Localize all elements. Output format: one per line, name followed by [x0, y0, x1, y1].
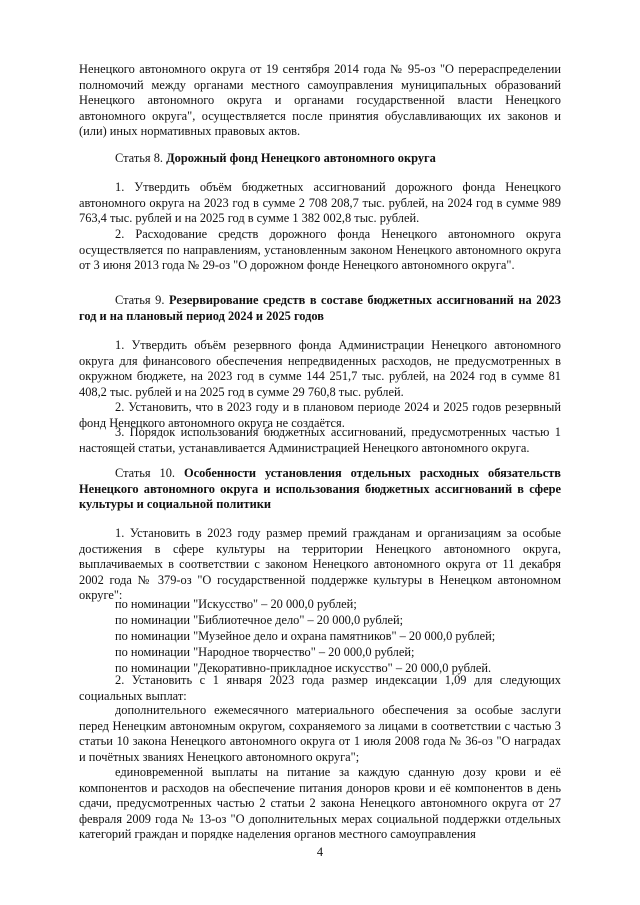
article-9-paragraph-2: 2. Установить, что в 2023 году и в плановом периоде 2024 и 2025 годов резервный фонд Ненецкого автономного округа не создаётся. — [79, 400, 561, 430]
article-10-heading — [79, 466, 561, 513]
article-8-title: Дорожный фонд Ненецкого автономного округа — [166, 151, 436, 165]
article-10-paragraph-2: 2. Установить с 1 января 2023 года размер индексации 1,09 для следующих социальных выплат: — [79, 673, 561, 703]
page-number: 4 — [316, 845, 324, 859]
article-10-paragraph-1: 1. Установить в 2023 году размер премий гражданам и организациям за особые достижения в сфере культуры на территории Ненецкого автономного округа, выплачиваемых в соответствии с законом Ненецкого автономного округа от 11 декабря 2002 года № 379-оз "О государственной поддержке культуры в Ненецком автономном округе": — [79, 526, 561, 603]
article-9-paragraph-1: 1. Утвердить объём резервного фонда Администрации Ненецкого автономного округа для финансового обеспечения непредвиденных расходов, не предусмотренных в окружном бюджете, на 2023 год в сумме 144 251,7 тыс. рублей, на 2024 год в сумме 81 408,2 тыс. рублей и на 2025 год в сумме 29 760,8 тыс. рублей. — [79, 338, 561, 399]
article-9-prefix: Статья 9. — [115, 293, 169, 307]
article-8-heading — [79, 151, 561, 167]
article-8-prefix: Статья 8. — [115, 151, 167, 165]
article-10-prefix: Статья 10. — [115, 466, 184, 480]
article-10-paragraph-3: дополнительного ежемесячного материального обеспечения за особые заслуги перед Ненецким автономным округом, сохраняемого за лицами в соответствии с частью 3 статьи 10 закона Ненецкого автономного округа от 1 июля 2008 года № 36-оз "О наградах и почётных званиях Ненецкого автономного округа"; — [79, 703, 561, 764]
nomination-item: по номинации "Искусство" – 20 000,0 рублей; — [115, 597, 357, 611]
article-9-title: Резервирование средств в составе бюджетных ассигнований на 2023 год и на плановый период 2024 и 2025 годов — [79, 293, 561, 323]
nomination-item: по номинации "Музейное дело и охрана памятников" – 20 000,0 рублей; — [115, 629, 496, 643]
intro-paragraph: Ненецкого автономного округа от 19 сентября 2014 года № 95-оз "О перераспределении полномочий между органами местного самоуправления муниципальных образований Ненецкого автономного округа и органами государственной власти Ненецкого автономного округа", осуществляется после принятия обуславливающих их законов и (или) иных нормативных правовых актов. — [79, 62, 561, 139]
article-9-heading — [79, 293, 561, 324]
article-10-paragraph-4: единовременной выплаты на питание за каждую сданную дозу крови и её компонентов и расходов на обеспечение питания доноров крови и её компонентов в день сдачи, предусмотренных частью 2 статьи 2 закона Ненецкого автономного округа от 27 февраля 2009 года № 13-оз "О дополнительных мерах социальной поддержки отдельных категорий граждан и порядке наделения органов местного самоуправления — [79, 765, 561, 842]
article-8-paragraph-2: 2. Расходование средств дорожного фонда Ненецкого автономного округа осуществляется по направлениям, установленным законом Ненецкого автономного округа от 3 июня 2013 года № 29-оз "О дорожном фонде Ненецкого автономного округа". — [79, 227, 561, 273]
article-8-paragraph-1: 1. Утвердить объём бюджетных ассигнований дорожного фонда Ненецкого автономного округа на 2023 год в сумме 2 708 208,7 тыс. рублей, на 2024 год в сумме 989 763,4 тыс. рублей и на 2025 год в сумме 1 382 002,8 тыс. рублей. — [79, 180, 561, 226]
article-9-paragraph-3: 3. Порядок использования бюджетных ассигнований, предусмотренных частью 1 настоящей статьи, устанавливается Администрацией Ненецкого автономного округа. — [79, 425, 561, 455]
nomination-item: по номинации "Библиотечное дело" – 20 000,0 рублей; — [115, 613, 404, 627]
nomination-item: по номинации "Народное творчество" – 20 000,0 рублей; — [115, 645, 415, 659]
article-10-title: Особенности установления отдельных расходных обязательств Ненецкого автономного округа и использования бюджетных ассигнований в сфере культуры и социальной политики — [79, 466, 561, 512]
nomination-item: по номинации "Декоративно-прикладное искусство" – 20 000,0 рублей. — [115, 661, 492, 675]
